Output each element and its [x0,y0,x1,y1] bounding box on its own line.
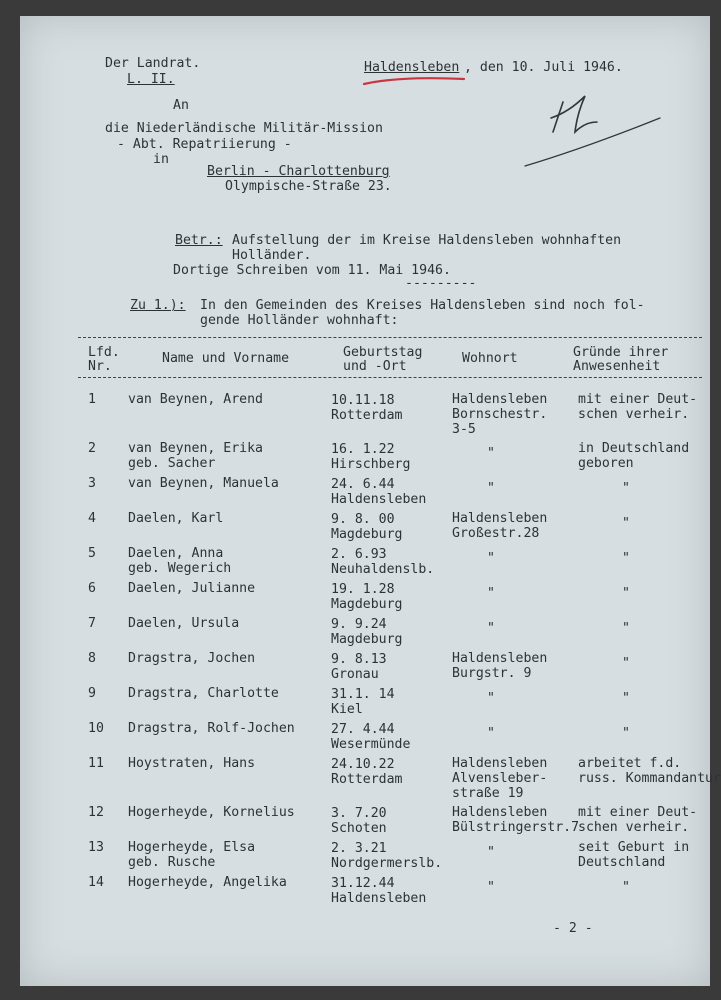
page-number: - 2 - [553,921,593,936]
row-7-geb2: Magdeburg [331,632,403,647]
row-10-geb2: Wesermünde [331,737,411,752]
row-3-nr: 3 [88,476,96,491]
row-14-name1: Hogerheyde, Angelika [128,875,287,890]
row-5-geb1: 2. 6.93 [331,547,387,562]
row-6-geb2: Magdeburg [331,597,403,612]
row-14-wohn1: " [487,880,495,895]
row-11-wohn3: straße 19 [452,786,524,801]
row-11-grund2: russ. Kommandantur [578,771,721,786]
row-3-geb1: 24. 6.44 [331,477,395,492]
row-2-geb1: 16. 1.22 [331,442,395,457]
header-nr-line2: Nr. [88,359,112,374]
header-grund-line2: Anwesenheit [573,359,661,374]
subject-line1: Aufstellung der im Kreise Haldensleben wohnhaften [232,233,622,248]
row-8-grund1: " [622,656,630,671]
row-3-wohn1: " [487,481,495,496]
recipient-street: Olympische-Straße 23. [225,179,392,194]
row-3-geb2: Haldensleben [331,492,427,507]
row-4-geb2: Magdeburg [331,527,403,542]
row-9-grund1: " [622,691,630,706]
header-grund-line1: Gründe ihrer [573,345,669,360]
row-6-wohn1: " [487,586,495,601]
row-12-nr: 12 [88,805,104,820]
row-11-wohn2: Alvensleber- [452,771,548,786]
row-8-wohn2: Burgstr. 9 [452,666,532,681]
header-nr-line1: Lfd. [88,345,120,360]
table-header-rule [78,377,702,378]
table-top-rule [78,337,702,338]
row-11-grund1: arbeitet f.d. [578,756,682,771]
row-10-name1: Dragstra, Rolf-Jochen [128,721,295,736]
intro-line2: gende Holländer wohnhaft: [200,313,399,328]
row-12-geb2: Schoten [331,821,387,836]
row-12-name1: Hogerheyde, Kornelius [128,805,295,820]
row-13-name2: geb. Rusche [128,855,216,870]
row-4-name1: Daelen, Karl [128,511,224,526]
row-1-name1: van Beynen, Arend [128,392,263,407]
row-7-wohn1: " [487,621,495,636]
row-5-geb2: Neuhaldenslb. [331,562,435,577]
row-8-name1: Dragstra, Jochen [128,651,256,666]
row-12-grund1: mit einer Deut- [578,805,698,820]
row-3-grund1: " [622,481,630,496]
row-8-geb1: 9. 8.13 [331,652,387,667]
date-text: , den 10. Juli 1946. [464,60,623,75]
subject-line3: Dortige Schreiben vom 11. Mai 1946. [173,263,451,278]
row-12-wohn1: Haldensleben [452,805,548,820]
row-12-geb1: 3. 7.20 [331,806,387,821]
recipient-line3: in [153,152,169,167]
row-13-name1: Hogerheyde, Elsa [128,840,256,855]
row-1-wohn3: 3-5 [452,422,476,437]
row-4-wohn1: Haldensleben [452,511,548,526]
row-5-name1: Daelen, Anna [128,546,224,561]
row-10-geb1: 27. 4.44 [331,722,395,737]
row-10-grund1: " [622,726,630,741]
row-13-wohn1: " [487,845,495,860]
recipient-city: Berlin - Charlottenburg [207,164,390,179]
row-1-geb1: 10.11.18 [331,393,395,408]
row-9-geb1: 31.1. 14 [331,687,395,702]
red-pencil-underline [360,74,470,88]
row-9-geb2: Kiel [331,702,363,717]
row-2-name1: van Beynen, Erika [128,441,263,456]
row-10-nr: 10 [88,721,104,736]
handwritten-initials-signature [525,88,675,173]
row-7-grund1: " [622,621,630,636]
row-2-wohn1: " [487,446,495,461]
row-14-geb1: 31.12.44 [331,876,395,891]
row-6-geb1: 19. 1.28 [331,582,395,597]
row-1-geb2: Rotterdam [331,408,403,423]
intro-label: Zu 1.): [130,298,186,313]
row-5-nr: 5 [88,546,96,561]
subject-line2: Holländer. [232,248,312,263]
row-14-geb2: Haldensleben [331,891,427,906]
row-2-name2: geb. Sacher [128,456,216,471]
row-13-nr: 13 [88,840,104,855]
header-name: Name und Vorname [162,351,290,366]
row-5-wohn1: " [487,551,495,566]
row-13-geb1: 2. 3.21 [331,841,387,856]
row-1-nr: 1 [88,392,96,407]
row-13-geb2: Nordgermerslb. [331,856,443,871]
header-geb-line1: Geburtstag [343,345,423,360]
row-2-nr: 2 [88,441,96,456]
row-4-nr: 4 [88,511,96,526]
row-8-wohn1: Haldensleben [452,651,548,666]
row-5-name2: geb. Wegerich [128,561,232,576]
row-8-nr: 8 [88,651,96,666]
row-6-nr: 6 [88,581,96,596]
row-12-wohn2: Bülstringerstr.7 [452,820,580,835]
row-7-name1: Daelen, Ursula [128,616,240,631]
row-1-grund2: schen verheir. [578,407,690,422]
row-1-grund1: mit einer Deut- [578,392,698,407]
row-11-name1: Hoystraten, Hans [128,756,256,771]
recipient-an: An [173,98,189,113]
row-2-grund2: geboren [578,456,634,471]
row-6-name1: Daelen, Julianne [128,581,256,596]
row-13-grund2: Deutschland [578,855,666,870]
row-7-nr: 7 [88,616,96,631]
row-2-geb2: Hirschberg [331,457,411,472]
row-13-grund1: seit Geburt in [578,840,690,855]
row-2-grund1: in Deutschland [578,441,690,456]
row-12-grund2: schen verheir. [578,820,690,835]
header-geb-line2: und -Ort [343,359,407,374]
sender-line2: L. II. [127,72,175,87]
row-11-nr: 11 [88,756,104,771]
row-6-grund1: " [622,586,630,601]
row-1-wohn1: Haldensleben [452,392,548,407]
row-9-name1: Dragstra, Charlotte [128,686,279,701]
header-wohnort: Wohnort [462,351,518,366]
row-3-name1: van Beynen, Manuela [128,476,279,491]
row-4-wohn2: Großestr.28 [452,526,540,541]
row-4-grund1: " [622,516,630,531]
row-10-wohn1: " [487,726,495,741]
subject-label: Betr.: [175,233,223,248]
row-1-wohn2: Bornschestr. [452,407,548,422]
row-14-nr: 14 [88,875,104,890]
row-11-wohn1: Haldensleben [452,756,548,771]
row-14-grund1: " [622,880,630,895]
sender-line1: Der Landrat. [105,56,201,71]
row-8-geb2: Gronau [331,667,379,682]
row-11-geb1: 24.10.22 [331,757,395,772]
recipient-line2: - Abt. Repatriierung - [117,137,292,152]
row-5-grund1: " [622,551,630,566]
intro-line1: In den Gemeinden des Kreises Haldensleben sind noch fol- [200,298,645,313]
recipient-line1: die Niederländische Militär-Mission [105,121,383,136]
row-9-wohn1: " [487,691,495,706]
row-4-geb1: 9. 8. 00 [331,512,395,527]
date-place: Haldensleben [364,60,460,75]
row-11-geb2: Rotterdam [331,772,403,787]
subject-rule: --------- [405,276,477,291]
row-9-nr: 9 [88,686,96,701]
row-7-geb1: 9. 9.24 [331,617,387,632]
